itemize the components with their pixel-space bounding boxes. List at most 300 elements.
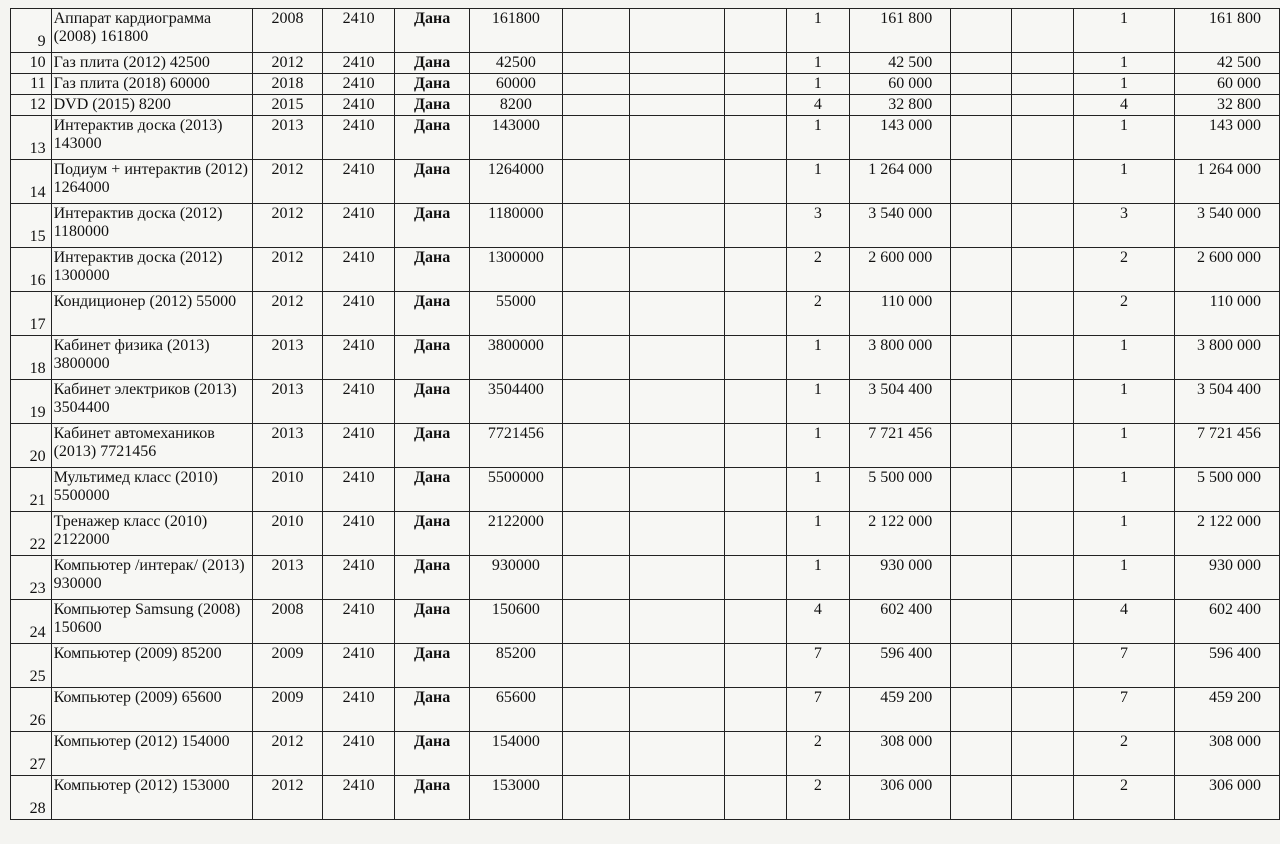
item-name: Кондиционер (2012) 55000	[51, 292, 252, 336]
empty-cell	[1012, 732, 1074, 776]
sum-cell: 60 000	[849, 74, 951, 95]
sum-cell: 5 500 000	[849, 468, 951, 512]
unit-cell: Дана	[395, 644, 470, 688]
item-name: Компьютер (2012) 153000	[51, 776, 252, 820]
sum-cell-2: 3 504 400	[1174, 380, 1279, 424]
empty-cell	[562, 53, 630, 74]
empty-cell	[562, 424, 630, 468]
table-row	[11, 600, 1280, 644]
empty-cell	[725, 74, 787, 95]
empty-cell	[562, 732, 630, 776]
year-cell: 2012	[252, 732, 322, 776]
quantity-cell-2: 2	[1074, 732, 1174, 776]
year-cell: 2010	[252, 512, 322, 556]
empty-cell	[725, 776, 787, 820]
empty-cell	[562, 248, 630, 292]
empty-cell	[951, 732, 1012, 776]
row-number: 14	[11, 160, 52, 204]
unit-price-cell: 153000	[470, 776, 562, 820]
quantity-cell: 1	[787, 512, 850, 556]
empty-cell	[630, 732, 725, 776]
unit-cell: Дана	[395, 688, 470, 732]
sum-cell-2: 3 540 000	[1174, 204, 1279, 248]
sum-cell-2: 2 600 000	[1174, 248, 1279, 292]
quantity-cell-2: 4	[1074, 600, 1174, 644]
account-code-cell: 2410	[323, 424, 395, 468]
row-number: 12	[11, 95, 52, 116]
quantity-cell-2: 1	[1074, 53, 1174, 74]
empty-cell	[630, 53, 725, 74]
empty-cell	[951, 644, 1012, 688]
quantity-cell-2: 2	[1074, 292, 1174, 336]
empty-cell	[951, 116, 1012, 160]
empty-cell	[1012, 600, 1074, 644]
quantity-cell-2: 2	[1074, 776, 1174, 820]
item-name: Компьютер Samsung (2008) 150600	[51, 600, 252, 644]
empty-cell	[951, 74, 1012, 95]
account-code-cell: 2410	[323, 380, 395, 424]
sum-cell-2: 110 000	[1174, 292, 1279, 336]
year-cell: 2013	[252, 556, 322, 600]
table-row	[11, 9, 1280, 53]
year-cell: 2009	[252, 644, 322, 688]
empty-cell	[562, 204, 630, 248]
year-cell: 2010	[252, 468, 322, 512]
empty-cell	[951, 95, 1012, 116]
quantity-cell: 4	[787, 600, 850, 644]
empty-cell	[725, 116, 787, 160]
account-code-cell: 2410	[323, 556, 395, 600]
account-code-cell: 2410	[323, 74, 395, 95]
quantity-cell-2: 2	[1074, 248, 1174, 292]
document-page	[10, 8, 1280, 820]
unit-price-cell: 154000	[470, 732, 562, 776]
empty-cell	[951, 336, 1012, 380]
empty-cell	[1012, 512, 1074, 556]
empty-cell	[630, 556, 725, 600]
row-number: 22	[11, 512, 52, 556]
empty-cell	[630, 424, 725, 468]
empty-cell	[630, 600, 725, 644]
unit-price-cell: 8200	[470, 95, 562, 116]
quantity-cell: 2	[787, 248, 850, 292]
unit-cell: Дана	[395, 776, 470, 820]
empty-cell	[562, 74, 630, 95]
empty-cell	[951, 9, 1012, 53]
item-name: Газ плита (2018) 60000	[51, 74, 252, 95]
table-row	[11, 732, 1280, 776]
empty-cell	[1012, 9, 1074, 53]
empty-cell	[951, 776, 1012, 820]
table-row	[11, 380, 1280, 424]
empty-cell	[951, 204, 1012, 248]
year-cell: 2013	[252, 424, 322, 468]
unit-cell: Дана	[395, 424, 470, 468]
quantity-cell: 1	[787, 336, 850, 380]
empty-cell	[951, 512, 1012, 556]
empty-cell	[562, 160, 630, 204]
empty-cell	[630, 292, 725, 336]
sum-cell-2: 930 000	[1174, 556, 1279, 600]
empty-cell	[562, 644, 630, 688]
quantity-cell: 1	[787, 53, 850, 74]
empty-cell	[630, 248, 725, 292]
item-name: Кабинет автомехаников (2013) 7721456	[51, 424, 252, 468]
year-cell: 2015	[252, 95, 322, 116]
year-cell: 2012	[252, 292, 322, 336]
sum-cell: 42 500	[849, 53, 951, 74]
year-cell: 2018	[252, 74, 322, 95]
sum-cell-2: 161 800	[1174, 9, 1279, 53]
unit-cell: Дана	[395, 116, 470, 160]
quantity-cell: 1	[787, 424, 850, 468]
sum-cell: 930 000	[849, 556, 951, 600]
account-code-cell: 2410	[323, 53, 395, 74]
unit-price-cell: 3800000	[470, 336, 562, 380]
empty-cell	[725, 53, 787, 74]
quantity-cell-2: 3	[1074, 204, 1174, 248]
account-code-cell: 2410	[323, 336, 395, 380]
empty-cell	[1012, 688, 1074, 732]
item-name: Интерактив доска (2012) 1180000	[51, 204, 252, 248]
sum-cell: 161 800	[849, 9, 951, 53]
row-number: 10	[11, 53, 52, 74]
sum-cell: 602 400	[849, 600, 951, 644]
empty-cell	[630, 688, 725, 732]
row-number: 19	[11, 380, 52, 424]
quantity-cell-2: 1	[1074, 380, 1174, 424]
sum-cell: 1 264 000	[849, 160, 951, 204]
unit-cell: Дана	[395, 468, 470, 512]
row-number: 20	[11, 424, 52, 468]
account-code-cell: 2410	[323, 292, 395, 336]
sum-cell-2: 32 800	[1174, 95, 1279, 116]
empty-cell	[725, 732, 787, 776]
account-code-cell: 2410	[323, 468, 395, 512]
empty-cell	[630, 95, 725, 116]
row-number: 24	[11, 600, 52, 644]
sum-cell: 110 000	[849, 292, 951, 336]
account-code-cell: 2410	[323, 9, 395, 53]
unit-cell: Дана	[395, 53, 470, 74]
quantity-cell: 1	[787, 380, 850, 424]
quantity-cell: 1	[787, 160, 850, 204]
account-code-cell: 2410	[323, 95, 395, 116]
row-number: 23	[11, 556, 52, 600]
unit-price-cell: 143000	[470, 116, 562, 160]
empty-cell	[630, 204, 725, 248]
item-name: DVD (2015) 8200	[51, 95, 252, 116]
year-cell: 2013	[252, 380, 322, 424]
account-code-cell: 2410	[323, 116, 395, 160]
quantity-cell: 1	[787, 74, 850, 95]
unit-cell: Дана	[395, 732, 470, 776]
table-row	[11, 556, 1280, 600]
account-code-cell: 2410	[323, 248, 395, 292]
quantity-cell: 7	[787, 644, 850, 688]
empty-cell	[630, 644, 725, 688]
quantity-cell: 1	[787, 9, 850, 53]
year-cell: 2008	[252, 9, 322, 53]
row-number: 11	[11, 74, 52, 95]
empty-cell	[951, 380, 1012, 424]
account-code-cell: 2410	[323, 204, 395, 248]
empty-cell	[1012, 204, 1074, 248]
empty-cell	[630, 9, 725, 53]
unit-cell: Дана	[395, 292, 470, 336]
sum-cell-2: 7 721 456	[1174, 424, 1279, 468]
sum-cell-2: 42 500	[1174, 53, 1279, 74]
sum-cell: 596 400	[849, 644, 951, 688]
empty-cell	[562, 468, 630, 512]
row-number: 27	[11, 732, 52, 776]
empty-cell	[725, 9, 787, 53]
quantity-cell: 2	[787, 732, 850, 776]
empty-cell	[725, 248, 787, 292]
sum-cell-2: 306 000	[1174, 776, 1279, 820]
unit-price-cell: 7721456	[470, 424, 562, 468]
quantity-cell: 3	[787, 204, 850, 248]
sum-cell: 459 200	[849, 688, 951, 732]
unit-price-cell: 3504400	[470, 380, 562, 424]
empty-cell	[562, 512, 630, 556]
account-code-cell: 2410	[323, 160, 395, 204]
year-cell: 2009	[252, 688, 322, 732]
empty-cell	[951, 292, 1012, 336]
empty-cell	[562, 116, 630, 160]
year-cell: 2012	[252, 776, 322, 820]
empty-cell	[1012, 248, 1074, 292]
unit-cell: Дана	[395, 336, 470, 380]
table-row	[11, 292, 1280, 336]
empty-cell	[562, 336, 630, 380]
unit-cell: Дана	[395, 600, 470, 644]
year-cell: 2008	[252, 600, 322, 644]
table-row	[11, 644, 1280, 688]
sum-cell-2: 602 400	[1174, 600, 1279, 644]
unit-cell: Дана	[395, 380, 470, 424]
quantity-cell-2: 1	[1074, 160, 1174, 204]
unit-cell: Дана	[395, 248, 470, 292]
empty-cell	[630, 116, 725, 160]
sum-cell: 7 721 456	[849, 424, 951, 468]
sum-cell: 143 000	[849, 116, 951, 160]
item-name: Тренажер класс (2010) 2122000	[51, 512, 252, 556]
account-code-cell: 2410	[323, 732, 395, 776]
quantity-cell-2: 1	[1074, 116, 1174, 160]
item-name: Кабинет электриков (2013) 3504400	[51, 380, 252, 424]
table-row	[11, 74, 1280, 95]
account-code-cell: 2410	[323, 776, 395, 820]
sum-cell-2: 459 200	[1174, 688, 1279, 732]
year-cell: 2012	[252, 53, 322, 74]
empty-cell	[1012, 468, 1074, 512]
quantity-cell-2: 1	[1074, 424, 1174, 468]
empty-cell	[630, 74, 725, 95]
quantity-cell: 7	[787, 688, 850, 732]
empty-cell	[725, 204, 787, 248]
sum-cell-2: 143 000	[1174, 116, 1279, 160]
unit-price-cell: 930000	[470, 556, 562, 600]
empty-cell	[562, 688, 630, 732]
unit-price-cell: 5500000	[470, 468, 562, 512]
unit-price-cell: 150600	[470, 600, 562, 644]
table-row	[11, 95, 1280, 116]
unit-cell: Дана	[395, 556, 470, 600]
account-code-cell: 2410	[323, 512, 395, 556]
row-number: 9	[11, 9, 52, 53]
unit-price-cell: 1180000	[470, 204, 562, 248]
empty-cell	[562, 9, 630, 53]
row-number: 15	[11, 204, 52, 248]
empty-cell	[951, 53, 1012, 74]
unit-price-cell: 1264000	[470, 160, 562, 204]
empty-cell	[951, 248, 1012, 292]
empty-cell	[951, 468, 1012, 512]
item-name: Интерактив доска (2013) 143000	[51, 116, 252, 160]
table-row	[11, 424, 1280, 468]
sum-cell-2: 596 400	[1174, 644, 1279, 688]
table-row	[11, 248, 1280, 292]
table-row	[11, 468, 1280, 512]
sum-cell: 3 540 000	[849, 204, 951, 248]
unit-cell: Дана	[395, 74, 470, 95]
empty-cell	[562, 292, 630, 336]
empty-cell	[562, 600, 630, 644]
empty-cell	[630, 380, 725, 424]
item-name: Интерактив доска (2012) 1300000	[51, 248, 252, 292]
empty-cell	[725, 468, 787, 512]
item-name: Компьютер (2009) 65600	[51, 688, 252, 732]
empty-cell	[725, 644, 787, 688]
table-row	[11, 776, 1280, 820]
sum-cell: 32 800	[849, 95, 951, 116]
table-row	[11, 688, 1280, 732]
year-cell: 2012	[252, 248, 322, 292]
row-number: 26	[11, 688, 52, 732]
quantity-cell: 1	[787, 116, 850, 160]
empty-cell	[951, 600, 1012, 644]
empty-cell	[562, 776, 630, 820]
year-cell: 2013	[252, 336, 322, 380]
item-name: Газ плита (2012) 42500	[51, 53, 252, 74]
quantity-cell-2: 7	[1074, 688, 1174, 732]
empty-cell	[1012, 116, 1074, 160]
unit-price-cell: 42500	[470, 53, 562, 74]
quantity-cell-2: 1	[1074, 336, 1174, 380]
sum-cell-2: 3 800 000	[1174, 336, 1279, 380]
inventory-table	[10, 8, 1280, 820]
sum-cell: 308 000	[849, 732, 951, 776]
empty-cell	[630, 160, 725, 204]
empty-cell	[1012, 424, 1074, 468]
empty-cell	[562, 95, 630, 116]
table-row	[11, 53, 1280, 74]
account-code-cell: 2410	[323, 688, 395, 732]
empty-cell	[725, 380, 787, 424]
quantity-cell-2: 1	[1074, 512, 1174, 556]
empty-cell	[725, 160, 787, 204]
unit-price-cell: 55000	[470, 292, 562, 336]
empty-cell	[1012, 292, 1074, 336]
row-number: 21	[11, 468, 52, 512]
table-row	[11, 116, 1280, 160]
quantity-cell: 2	[787, 776, 850, 820]
empty-cell	[630, 336, 725, 380]
quantity-cell-2: 1	[1074, 9, 1174, 53]
table-row	[11, 160, 1280, 204]
empty-cell	[1012, 644, 1074, 688]
row-number: 18	[11, 336, 52, 380]
unit-price-cell: 1300000	[470, 248, 562, 292]
empty-cell	[1012, 95, 1074, 116]
sum-cell-2: 5 500 000	[1174, 468, 1279, 512]
row-number: 17	[11, 292, 52, 336]
quantity-cell-2: 4	[1074, 95, 1174, 116]
quantity-cell: 4	[787, 95, 850, 116]
quantity-cell-2: 7	[1074, 644, 1174, 688]
empty-cell	[1012, 776, 1074, 820]
item-name: Компьютер (2012) 154000	[51, 732, 252, 776]
sum-cell: 306 000	[849, 776, 951, 820]
unit-cell: Дана	[395, 9, 470, 53]
sum-cell: 2 122 000	[849, 512, 951, 556]
row-number: 13	[11, 116, 52, 160]
empty-cell	[630, 468, 725, 512]
item-name: Кабинет физика (2013) 3800000	[51, 336, 252, 380]
empty-cell	[951, 160, 1012, 204]
unit-price-cell: 60000	[470, 74, 562, 95]
empty-cell	[725, 688, 787, 732]
item-name: Аппарат кардиограмма (2008) 161800	[51, 9, 252, 53]
unit-price-cell: 85200	[470, 644, 562, 688]
account-code-cell: 2410	[323, 644, 395, 688]
quantity-cell-2: 1	[1074, 468, 1174, 512]
empty-cell	[562, 380, 630, 424]
year-cell: 2013	[252, 116, 322, 160]
empty-cell	[1012, 160, 1074, 204]
unit-cell: Дана	[395, 160, 470, 204]
empty-cell	[1012, 380, 1074, 424]
quantity-cell: 1	[787, 556, 850, 600]
empty-cell	[725, 556, 787, 600]
empty-cell	[725, 512, 787, 556]
empty-cell	[1012, 74, 1074, 95]
item-name: Мультимед класс (2010) 5500000	[51, 468, 252, 512]
year-cell: 2012	[252, 204, 322, 248]
unit-price-cell: 2122000	[470, 512, 562, 556]
empty-cell	[1012, 53, 1074, 74]
sum-cell: 3 800 000	[849, 336, 951, 380]
empty-cell	[630, 512, 725, 556]
quantity-cell: 1	[787, 468, 850, 512]
row-number: 16	[11, 248, 52, 292]
unit-price-cell: 161800	[470, 9, 562, 53]
quantity-cell-2: 1	[1074, 556, 1174, 600]
empty-cell	[951, 556, 1012, 600]
empty-cell	[951, 424, 1012, 468]
unit-cell: Дана	[395, 95, 470, 116]
row-number: 25	[11, 644, 52, 688]
empty-cell	[725, 95, 787, 116]
item-name: Подиум + интерактив (2012) 1264000	[51, 160, 252, 204]
table-row	[11, 336, 1280, 380]
sum-cell: 3 504 400	[849, 380, 951, 424]
unit-price-cell: 65600	[470, 688, 562, 732]
table-body	[11, 9, 1280, 820]
item-name: Компьютер /интерак/ (2013) 930000	[51, 556, 252, 600]
year-cell: 2012	[252, 160, 322, 204]
